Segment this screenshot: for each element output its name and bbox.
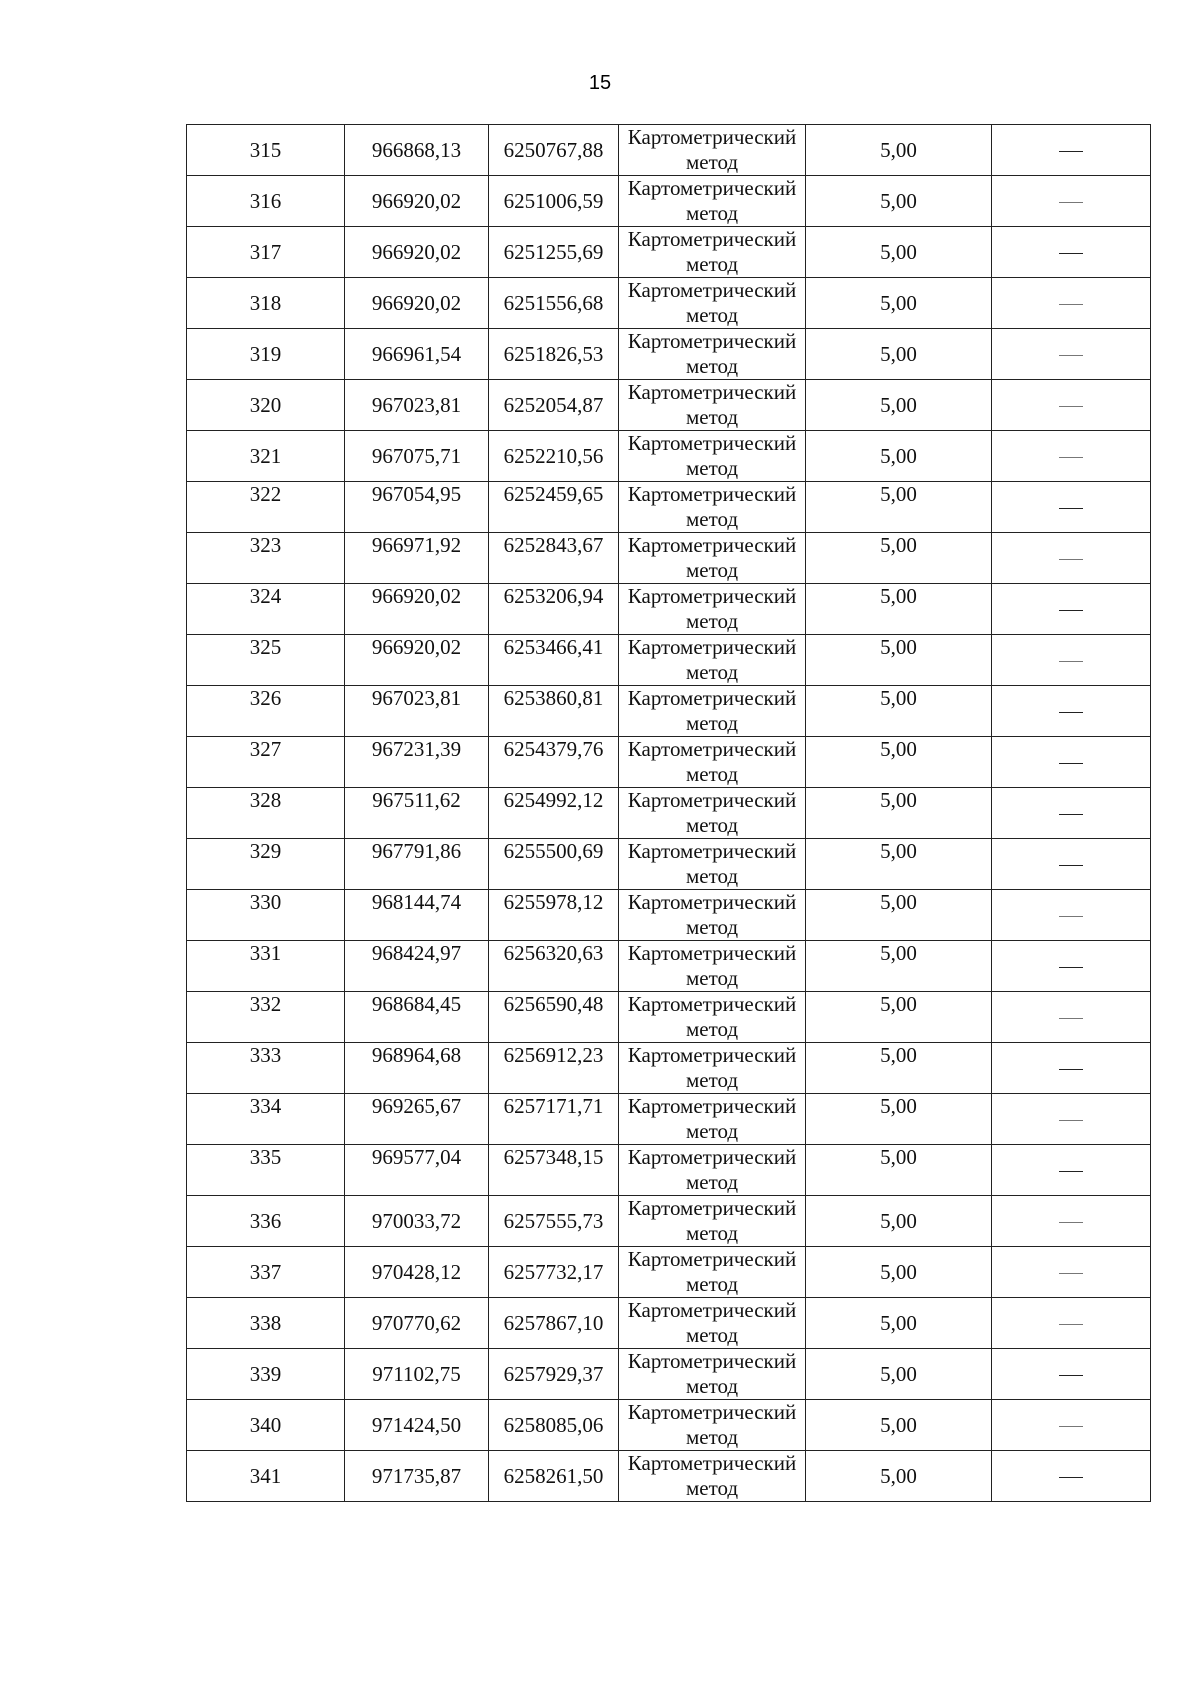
method-cell [619, 686, 806, 737]
table-row [187, 278, 1151, 329]
method-line2: метод [685, 354, 739, 378]
method-line2: метод [685, 1323, 739, 1347]
method-line1: Картометрический [627, 1247, 797, 1271]
description-cell [992, 737, 1151, 788]
accuracy-cell: 5,00 [806, 1400, 992, 1451]
point-number-cell: 340 [187, 1400, 345, 1451]
point-number-cell: 333 [187, 1043, 345, 1094]
x-coordinate-cell: 967023,81 [345, 686, 489, 737]
description-cell [992, 329, 1151, 380]
accuracy-cell: 5,00 [806, 1196, 992, 1247]
point-number-cell: 341 [187, 1451, 345, 1502]
x-coordinate-cell: 966920,02 [345, 635, 489, 686]
y-coordinate-cell: 6251826,53 [489, 329, 619, 380]
description-cell [992, 1145, 1151, 1196]
method-cell [619, 1400, 806, 1451]
method-cell [619, 176, 806, 227]
method-line2: метод [685, 813, 739, 837]
method-line2: метод [685, 1221, 739, 1245]
accuracy-cell: 5,00 [806, 1451, 992, 1502]
description-cell [992, 176, 1151, 227]
description-cell [992, 1400, 1151, 1451]
point-number-cell: 337 [187, 1247, 345, 1298]
method-cell [619, 992, 806, 1043]
em-dash [1059, 1222, 1083, 1223]
method-line1: Картометрический [627, 1145, 797, 1169]
method-cell [619, 1451, 806, 1502]
method-cell [619, 635, 806, 686]
description-cell [992, 1094, 1151, 1145]
point-number-cell: 331 [187, 941, 345, 992]
method-line1: Картометрический [627, 788, 797, 812]
method-line2: метод [685, 711, 739, 735]
table-row [187, 686, 1151, 737]
method-line2: метод [685, 456, 739, 480]
y-coordinate-cell: 6257348,15 [489, 1145, 619, 1196]
y-coordinate-cell: 6254992,12 [489, 788, 619, 839]
method-line1: Картометрический [627, 125, 797, 149]
accuracy-cell: 5,00 [806, 1298, 992, 1349]
method-cell [619, 1145, 806, 1196]
table-row [187, 584, 1151, 635]
method-line1: Картометрический [627, 176, 797, 200]
description-cell [992, 1043, 1151, 1094]
point-number-cell: 317 [187, 227, 345, 278]
coordinates-table [186, 124, 1151, 1502]
description-cell [992, 686, 1151, 737]
method-line2: метод [685, 1272, 739, 1296]
point-number-cell: 329 [187, 839, 345, 890]
table-row [187, 890, 1151, 941]
description-cell [992, 482, 1151, 533]
table-row [187, 737, 1151, 788]
method-cell [619, 431, 806, 482]
table-row [187, 227, 1151, 278]
x-coordinate-cell: 967791,86 [345, 839, 489, 890]
x-coordinate-cell: 966961,54 [345, 329, 489, 380]
method-line2: метод [685, 405, 739, 429]
table-row [187, 1196, 1151, 1247]
method-line1: Картометрический [627, 482, 797, 506]
point-number-cell: 338 [187, 1298, 345, 1349]
accuracy-cell: 5,00 [806, 1247, 992, 1298]
method-line1: Картометрический [627, 992, 797, 1016]
x-coordinate-cell: 967023,81 [345, 380, 489, 431]
table-row [187, 1043, 1151, 1094]
y-coordinate-cell: 6253206,94 [489, 584, 619, 635]
y-coordinate-cell: 6257732,17 [489, 1247, 619, 1298]
accuracy-cell: 5,00 [806, 176, 992, 227]
em-dash [1059, 1120, 1083, 1121]
description-cell [992, 278, 1151, 329]
y-coordinate-cell: 6254379,76 [489, 737, 619, 788]
method-line2: метод [685, 660, 739, 684]
y-coordinate-cell: 6257929,37 [489, 1349, 619, 1400]
x-coordinate-cell: 968144,74 [345, 890, 489, 941]
em-dash [1059, 559, 1083, 560]
point-number-cell: 324 [187, 584, 345, 635]
point-number-cell: 323 [187, 533, 345, 584]
em-dash [1059, 1069, 1083, 1070]
method-line1: Картометрический [627, 1196, 797, 1220]
y-coordinate-cell: 6257555,73 [489, 1196, 619, 1247]
table-row [187, 941, 1151, 992]
table-row [187, 1400, 1151, 1451]
table-row [187, 839, 1151, 890]
table-row [187, 992, 1151, 1043]
y-coordinate-cell: 6251006,59 [489, 176, 619, 227]
method-line1: Картометрический [627, 329, 797, 353]
em-dash [1059, 1477, 1083, 1478]
table-row [187, 1451, 1151, 1502]
y-coordinate-cell: 6258085,06 [489, 1400, 619, 1451]
x-coordinate-cell: 971735,87 [345, 1451, 489, 1502]
method-cell [619, 1247, 806, 1298]
description-cell [992, 1247, 1151, 1298]
y-coordinate-cell: 6257867,10 [489, 1298, 619, 1349]
em-dash [1059, 151, 1083, 152]
method-line1: Картометрический [627, 635, 797, 659]
point-number-cell: 332 [187, 992, 345, 1043]
table-row [187, 1298, 1151, 1349]
accuracy-cell: 5,00 [806, 992, 992, 1043]
y-coordinate-cell: 6256320,63 [489, 941, 619, 992]
accuracy-cell: 5,00 [806, 839, 992, 890]
y-coordinate-cell: 6255500,69 [489, 839, 619, 890]
method-line2: метод [685, 915, 739, 939]
method-line1: Картометрический [627, 1043, 797, 1067]
table-row [187, 1349, 1151, 1400]
x-coordinate-cell: 967054,95 [345, 482, 489, 533]
accuracy-cell: 5,00 [806, 482, 992, 533]
description-cell [992, 227, 1151, 278]
method-line2: метод [685, 864, 739, 888]
x-coordinate-cell: 971102,75 [345, 1349, 489, 1400]
method-line2: метод [685, 762, 739, 786]
accuracy-cell: 5,00 [806, 788, 992, 839]
em-dash [1059, 406, 1083, 407]
accuracy-cell: 5,00 [806, 227, 992, 278]
x-coordinate-cell: 969265,67 [345, 1094, 489, 1145]
accuracy-cell: 5,00 [806, 278, 992, 329]
point-number-cell: 316 [187, 176, 345, 227]
accuracy-cell: 5,00 [806, 380, 992, 431]
em-dash [1059, 1324, 1083, 1325]
method-line1: Картометрический [627, 1298, 797, 1322]
em-dash [1059, 814, 1083, 815]
accuracy-cell: 5,00 [806, 533, 992, 584]
method-line1: Картометрический [627, 380, 797, 404]
em-dash [1059, 1171, 1083, 1172]
method-line2: метод [685, 1476, 739, 1500]
description-cell [992, 380, 1151, 431]
x-coordinate-cell: 967511,62 [345, 788, 489, 839]
method-cell [619, 788, 806, 839]
method-line1: Картометрический [627, 278, 797, 302]
description-cell [992, 1298, 1151, 1349]
page-number: 15 [588, 72, 612, 94]
em-dash [1059, 1018, 1083, 1019]
y-coordinate-cell: 6253466,41 [489, 635, 619, 686]
description-cell [992, 992, 1151, 1043]
method-cell [619, 941, 806, 992]
table-row [187, 635, 1151, 686]
method-line1: Картометрический [627, 1400, 797, 1424]
method-line2: метод [685, 1170, 739, 1194]
y-coordinate-cell: 6257171,71 [489, 1094, 619, 1145]
em-dash [1059, 355, 1083, 356]
y-coordinate-cell: 6256590,48 [489, 992, 619, 1043]
method-line2: метод [685, 1119, 739, 1143]
method-line1: Картометрический [627, 890, 797, 914]
description-cell [992, 1196, 1151, 1247]
point-number-cell: 322 [187, 482, 345, 533]
table-row [187, 125, 1151, 176]
method-line1: Картометрический [627, 1451, 797, 1475]
accuracy-cell: 5,00 [806, 329, 992, 380]
accuracy-cell: 5,00 [806, 1349, 992, 1400]
y-coordinate-cell: 6253860,81 [489, 686, 619, 737]
method-line2: метод [685, 1017, 739, 1041]
method-cell [619, 1094, 806, 1145]
point-number-cell: 321 [187, 431, 345, 482]
em-dash [1059, 253, 1083, 254]
method-cell [619, 1196, 806, 1247]
em-dash [1059, 865, 1083, 866]
method-cell [619, 278, 806, 329]
method-cell [619, 482, 806, 533]
x-coordinate-cell: 966920,02 [345, 278, 489, 329]
method-line1: Картометрический [627, 227, 797, 251]
method-line2: метод [685, 150, 739, 174]
method-cell [619, 1298, 806, 1349]
description-cell [992, 788, 1151, 839]
point-number-cell: 335 [187, 1145, 345, 1196]
x-coordinate-cell: 967075,71 [345, 431, 489, 482]
method-cell [619, 380, 806, 431]
em-dash [1059, 916, 1083, 917]
x-coordinate-cell: 969577,04 [345, 1145, 489, 1196]
method-line1: Картометрический [627, 533, 797, 557]
method-line1: Картометрический [627, 1094, 797, 1118]
x-coordinate-cell: 971424,50 [345, 1400, 489, 1451]
accuracy-cell: 5,00 [806, 1145, 992, 1196]
method-cell [619, 890, 806, 941]
description-cell [992, 431, 1151, 482]
y-coordinate-cell: 6252054,87 [489, 380, 619, 431]
accuracy-cell: 5,00 [806, 431, 992, 482]
table-row [187, 329, 1151, 380]
method-line2: метод [685, 201, 739, 225]
em-dash [1059, 1375, 1083, 1376]
accuracy-cell: 5,00 [806, 1043, 992, 1094]
method-line2: метод [685, 507, 739, 531]
description-cell [992, 125, 1151, 176]
point-number-cell: 328 [187, 788, 345, 839]
table-row [187, 1094, 1151, 1145]
x-coordinate-cell: 966920,02 [345, 584, 489, 635]
accuracy-cell: 5,00 [806, 125, 992, 176]
point-number-cell: 320 [187, 380, 345, 431]
point-number-cell: 339 [187, 1349, 345, 1400]
accuracy-cell: 5,00 [806, 635, 992, 686]
x-coordinate-cell: 966868,13 [345, 125, 489, 176]
x-coordinate-cell: 968424,97 [345, 941, 489, 992]
coordinates-table-body [187, 125, 1151, 1502]
accuracy-cell: 5,00 [806, 737, 992, 788]
point-number-cell: 330 [187, 890, 345, 941]
x-coordinate-cell: 968964,68 [345, 1043, 489, 1094]
method-cell [619, 125, 806, 176]
method-line2: метод [685, 303, 739, 327]
accuracy-cell: 5,00 [806, 890, 992, 941]
point-number-cell: 334 [187, 1094, 345, 1145]
em-dash [1059, 304, 1083, 305]
em-dash [1059, 1273, 1083, 1274]
em-dash [1059, 202, 1083, 203]
method-line2: метод [685, 1374, 739, 1398]
em-dash [1059, 508, 1083, 509]
method-line2: метод [685, 1068, 739, 1092]
method-line1: Картометрический [627, 1349, 797, 1373]
y-coordinate-cell: 6252843,67 [489, 533, 619, 584]
point-number-cell: 325 [187, 635, 345, 686]
point-number-cell: 319 [187, 329, 345, 380]
y-coordinate-cell: 6250767,88 [489, 125, 619, 176]
em-dash [1059, 661, 1083, 662]
method-line1: Картометрический [627, 737, 797, 761]
method-cell [619, 737, 806, 788]
method-line2: метод [685, 252, 739, 276]
method-cell [619, 584, 806, 635]
x-coordinate-cell: 970033,72 [345, 1196, 489, 1247]
table-row [187, 482, 1151, 533]
y-coordinate-cell: 6256912,23 [489, 1043, 619, 1094]
accuracy-cell: 5,00 [806, 941, 992, 992]
table-row [187, 1145, 1151, 1196]
em-dash [1059, 610, 1083, 611]
method-line2: метод [685, 609, 739, 633]
description-cell [992, 635, 1151, 686]
x-coordinate-cell: 967231,39 [345, 737, 489, 788]
y-coordinate-cell: 6252210,56 [489, 431, 619, 482]
x-coordinate-cell: 966971,92 [345, 533, 489, 584]
point-number-cell: 326 [187, 686, 345, 737]
method-line2: метод [685, 966, 739, 990]
y-coordinate-cell: 6251556,68 [489, 278, 619, 329]
x-coordinate-cell: 970770,62 [345, 1298, 489, 1349]
method-line1: Картометрический [627, 686, 797, 710]
method-line1: Картометрический [627, 431, 797, 455]
accuracy-cell: 5,00 [806, 584, 992, 635]
point-number-cell: 315 [187, 125, 345, 176]
accuracy-cell: 5,00 [806, 1094, 992, 1145]
method-cell [619, 839, 806, 890]
table-row [187, 533, 1151, 584]
y-coordinate-cell: 6252459,65 [489, 482, 619, 533]
method-cell [619, 329, 806, 380]
description-cell [992, 839, 1151, 890]
method-cell [619, 227, 806, 278]
method-line1: Картометрический [627, 839, 797, 863]
table-row [187, 431, 1151, 482]
y-coordinate-cell: 6251255,69 [489, 227, 619, 278]
point-number-cell: 318 [187, 278, 345, 329]
method-line2: метод [685, 1425, 739, 1449]
method-line2: метод [685, 558, 739, 582]
description-cell [992, 533, 1151, 584]
em-dash [1059, 457, 1083, 458]
method-cell [619, 1043, 806, 1094]
method-cell [619, 533, 806, 584]
table-row [187, 788, 1151, 839]
method-line1: Картометрический [627, 584, 797, 608]
table-row [187, 176, 1151, 227]
x-coordinate-cell: 968684,45 [345, 992, 489, 1043]
x-coordinate-cell: 966920,02 [345, 227, 489, 278]
method-line1: Картометрический [627, 941, 797, 965]
description-cell [992, 890, 1151, 941]
description-cell [992, 1451, 1151, 1502]
accuracy-cell: 5,00 [806, 686, 992, 737]
em-dash [1059, 763, 1083, 764]
description-cell [992, 941, 1151, 992]
table-row [187, 380, 1151, 431]
x-coordinate-cell: 966920,02 [345, 176, 489, 227]
point-number-cell: 327 [187, 737, 345, 788]
table-row [187, 1247, 1151, 1298]
em-dash [1059, 1426, 1083, 1427]
point-number-cell: 336 [187, 1196, 345, 1247]
method-cell [619, 1349, 806, 1400]
y-coordinate-cell: 6258261,50 [489, 1451, 619, 1502]
x-coordinate-cell: 970428,12 [345, 1247, 489, 1298]
em-dash [1059, 712, 1083, 713]
em-dash [1059, 967, 1083, 968]
y-coordinate-cell: 6255978,12 [489, 890, 619, 941]
description-cell [992, 584, 1151, 635]
description-cell [992, 1349, 1151, 1400]
